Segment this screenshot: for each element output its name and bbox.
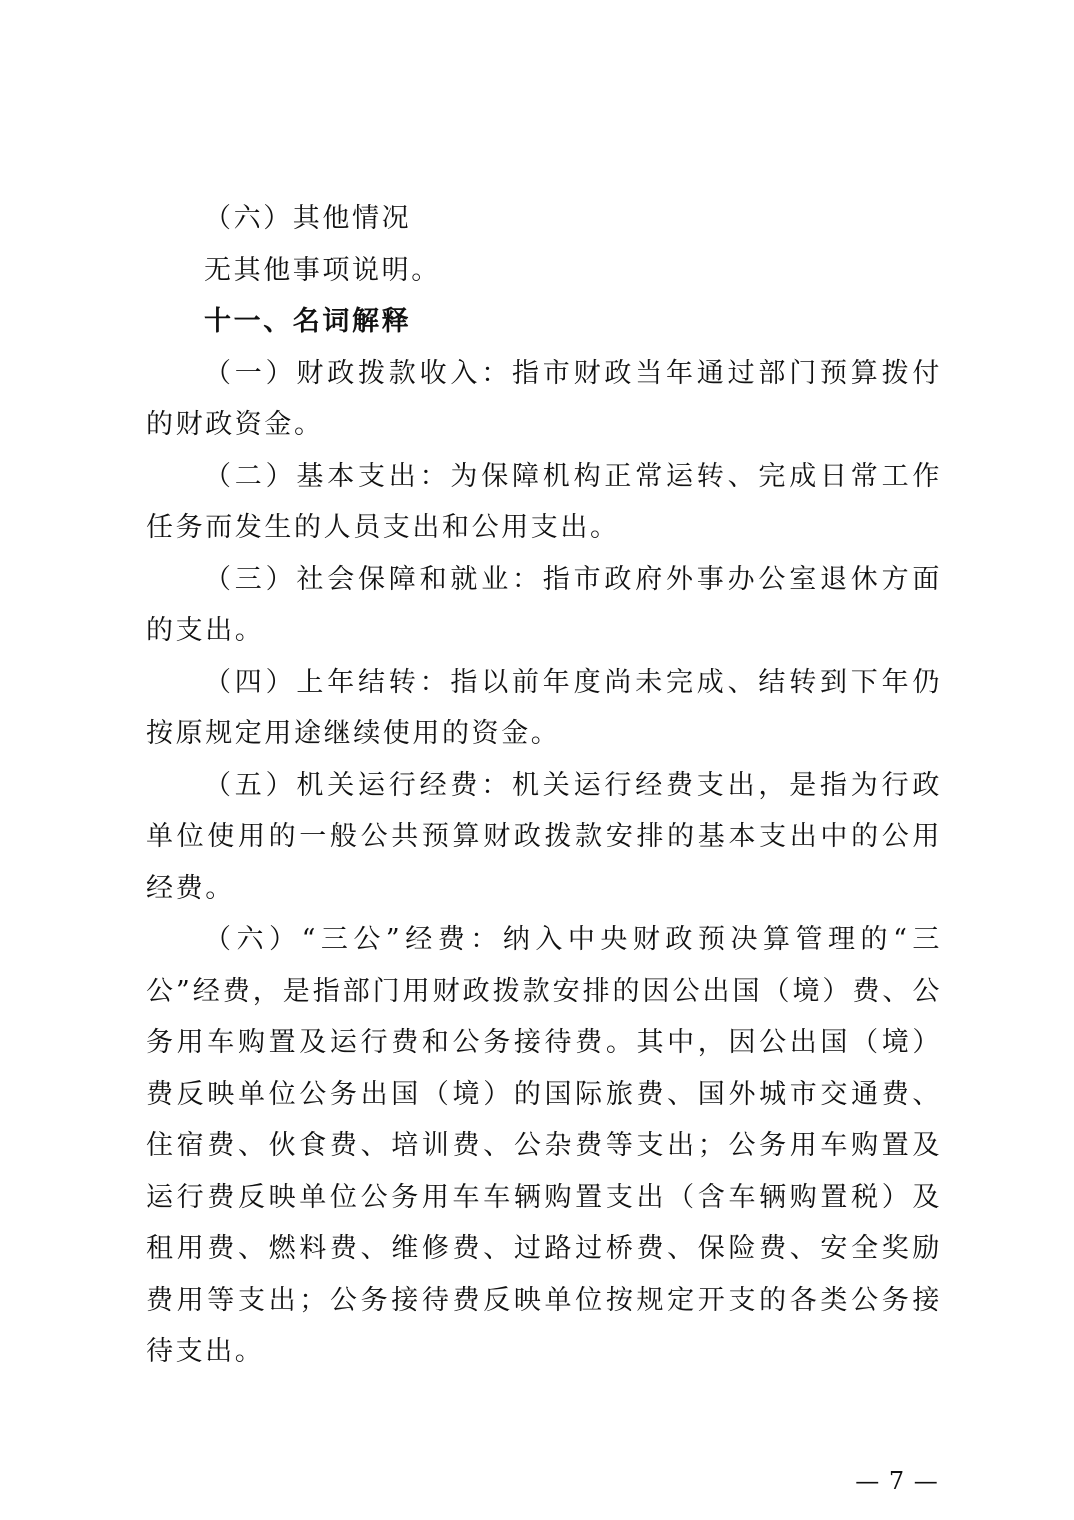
page-number: — 7 — xyxy=(855,1467,939,1495)
definition-basic-expenditure: （二）基本支出：为保障机构正常运转、完成日常工作任务而发生的人员支出和公用支出。 xyxy=(146,460,942,543)
section-heading-other: （六）其他情况 xyxy=(204,203,412,234)
definition-three-public-expenses: （六）“三公”经费：纳入中央财政预决算管理的“三公”经费，是指部门用财政拨款安排的因公出国（境）费、公务用车购置及运行费和公务接待费。其中，因公出国（境）费反映单位公务出国（境）的国际旅费、国外城市交通费、住宿费、伙食费、培训费、公杂费等支出；公务用车购置及运行费反映单位公务用车车辆购置支出（含车辆购置税）及租用费、燃料费、维修费、过路过桥费、保险费、安全奖励费用等支出；公务接待费反映单位按规定开支的各类公务接待支出。 xyxy=(146,924,942,1367)
definition-social-security: （三）社会保障和就业：指市政府外事办公室退休方面的支出。 xyxy=(146,563,942,646)
document-body xyxy=(146,193,942,1378)
definition-fiscal-appropriation-income: （一）财政拨款收入：指市财政当年通过部门预算拨付的财政资金。 xyxy=(146,357,942,440)
definition-carryover: （四）上年结转：指以前年度尚未完成、结转到下年仍按原规定用途继续使用的资金。 xyxy=(146,666,942,749)
paragraph-no-other-matters: 无其他事项说明。 xyxy=(204,254,441,286)
section-heading-glossary: 十一、名词解释 xyxy=(204,306,412,337)
definition-operating-expenses: （五）机关运行经费：机关运行经费支出，是指为行政单位使用的一般公共预算财政拨款安排的基本支出中的公用经费。 xyxy=(146,769,942,904)
